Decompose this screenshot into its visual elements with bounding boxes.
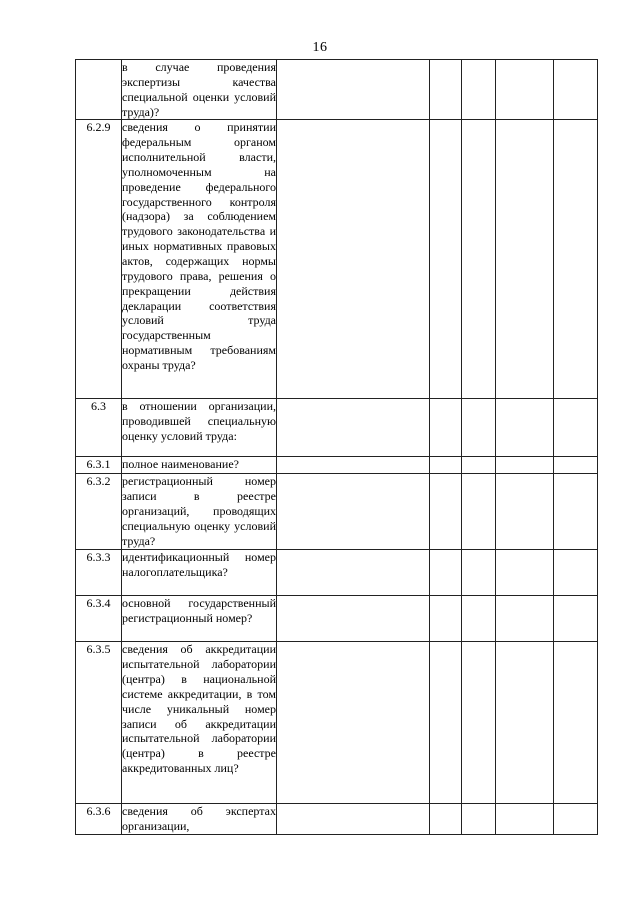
answer-cell[interactable] [430,642,462,804]
row-number: 6.3.4 [76,596,122,642]
answer-cell[interactable] [277,550,430,596]
answer-cell[interactable] [496,474,554,550]
answer-cell[interactable] [430,120,462,399]
answer-cell[interactable] [554,457,598,474]
answer-cell[interactable] [496,642,554,804]
answer-cell[interactable] [430,60,462,120]
row-question: сведения о принятии федеральным органом исполнительной власти, уполномоченным на проведение федерального государственного контроля (надзора) за соблюдением трудового законодательства и иных нормативных правовых актов, содержащих нормы трудового права, решения о прекращении действия декларации соответствия условий труда государственным нормативным требованиям охраны труда? [122,120,277,399]
answer-cell[interactable] [462,120,496,399]
answer-cell[interactable] [462,399,496,457]
page-number: 16 [312,40,328,55]
answer-cell[interactable] [277,60,430,120]
answer-cell[interactable] [462,550,496,596]
table-row [76,550,598,596]
row-number: 6.3.5 [76,642,122,804]
answer-cell[interactable] [462,457,496,474]
table-row [76,60,598,120]
answer-cell[interactable] [554,60,598,120]
answer-cell[interactable] [462,804,496,835]
table-row [76,457,598,474]
row-question: сведения об экспертах организации, [122,804,276,834]
answer-cell[interactable] [554,804,598,835]
answer-cell[interactable] [462,474,496,550]
row-question: полное наименование? [122,457,277,474]
row-number: 6.2.9 [76,120,122,399]
table-row [76,596,598,642]
answer-cell[interactable] [462,642,496,804]
table-row [76,804,598,835]
row-number: 6.3.1 [76,457,122,474]
row-question: основной государственный регистрационный номер? [122,596,277,642]
answer-cell[interactable] [496,457,554,474]
answer-cell[interactable] [430,457,462,474]
answer-cell[interactable] [430,550,462,596]
answer-cell[interactable] [462,60,496,120]
answer-cell[interactable] [277,596,430,642]
answer-cell[interactable] [430,474,462,550]
row-number: 6.3.6 [76,804,122,835]
answer-cell[interactable] [277,399,430,457]
row-question: идентификационный номер налогоплательщика? [122,550,277,596]
answer-cell[interactable] [554,596,598,642]
answer-cell[interactable] [554,474,598,550]
answer-cell[interactable] [554,120,598,399]
row-number: 6.3 [76,399,122,457]
table-row [76,399,598,457]
row-question: регистрационный номер записи в реестре организаций, проводящих специальную оценку условий труда? [122,474,277,550]
row-number: 6.3.2 [76,474,122,550]
answer-cell[interactable] [496,60,554,120]
row-question: в отношении организации, проводившей специальную оценку условий труда: [122,399,277,457]
answer-cell[interactable] [430,399,462,457]
answer-cell[interactable] [496,804,554,835]
answer-cell[interactable] [496,596,554,642]
table-row [76,474,598,550]
answer-cell[interactable] [277,804,430,835]
checklist-table [75,59,598,835]
row-question: сведения об аккредитации испытательной лаборатории (центра) в национальной системе аккредитации, в том числе уникальный номер записи об аккредитации испытательной лаборатории (центра) в реестре аккредитованных лиц? [122,642,277,804]
row-question: в случае проведения экспертизы качества специальной оценки условий труда)? [122,60,276,119]
answer-cell[interactable] [277,642,430,804]
answer-cell[interactable] [430,596,462,642]
answer-cell[interactable] [496,120,554,399]
answer-cell[interactable] [554,642,598,804]
table-row [76,120,598,399]
answer-cell[interactable] [430,804,462,835]
answer-cell[interactable] [277,120,430,399]
answer-cell[interactable] [462,596,496,642]
answer-cell[interactable] [496,550,554,596]
answer-cell[interactable] [277,457,430,474]
answer-cell[interactable] [277,474,430,550]
row-number [76,60,122,120]
answer-cell[interactable] [496,399,554,457]
row-number: 6.3.3 [76,550,122,596]
table-row [76,642,598,804]
answer-cell[interactable] [554,399,598,457]
answer-cell[interactable] [554,550,598,596]
